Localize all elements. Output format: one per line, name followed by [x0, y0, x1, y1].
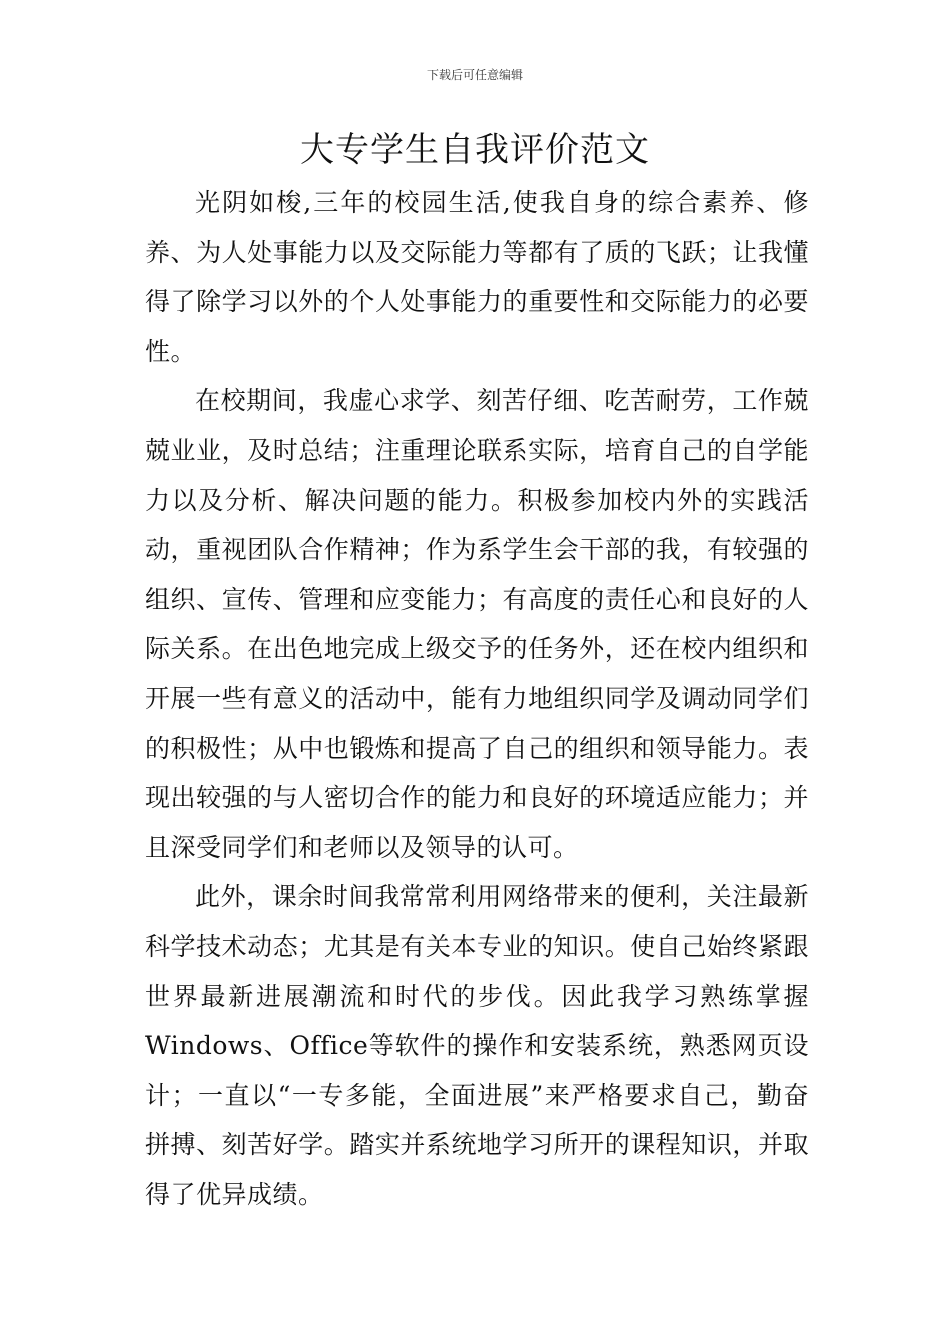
header-note: 下载后可任意编辑 — [426, 68, 523, 82]
paragraph: 此外，课余时间我常常利用网络带来的便利，关注最新科学技术动态；尤其是有关本专业的知识。使自己始终紧跟世界最新进展潮流和时代的步伐。因此我学习熟练掌握Windows、Office等软件的操作和安装系统，熟悉网页设计；一直以“一专多能，全面进展”来严格要求自己，勤奋拼搏、刻苦好学。踏实并系统地学习所开的课程知识，并取得了优异成绩。 — [145, 882, 809, 1209]
paragraph: 光阴如梭,三年的校园生活,使我自身的综合素养、修养、为人处事能力以及交际能力等都有了质的飞跃；让我懂得了除学习以外的个人处事能力的重要性和交际能力的必要性。 — [145, 188, 809, 366]
document-title: 大专学生自我评价范文 — [300, 130, 650, 170]
paragraph: 在校期间，我虚心求学、刻苦仔细、吃苦耐劳，工作兢兢业业，及时总结；注重理论联系实际，培育自己的自学能力以及分析、解决问题的能力。积极参加校内外的实践活动，重视团队合作精神；作为系学生会干部的我，有较强的组织、宣传、管理和应变能力；有高度的责任心和良好的人际关系。在出色地完成上级交予的任务外，还在校内组织和开展一些有意义的活动中，能有力地组织同学及调动同学们的积极性；从中也锻炼和提高了自己的组织和领导能力。表现出较强的与人密切合作的能力和良好的环境适应能力；并且深受同学们和老师以及领导的认可。 — [145, 386, 809, 862]
document-body — [145, 178, 809, 1219]
